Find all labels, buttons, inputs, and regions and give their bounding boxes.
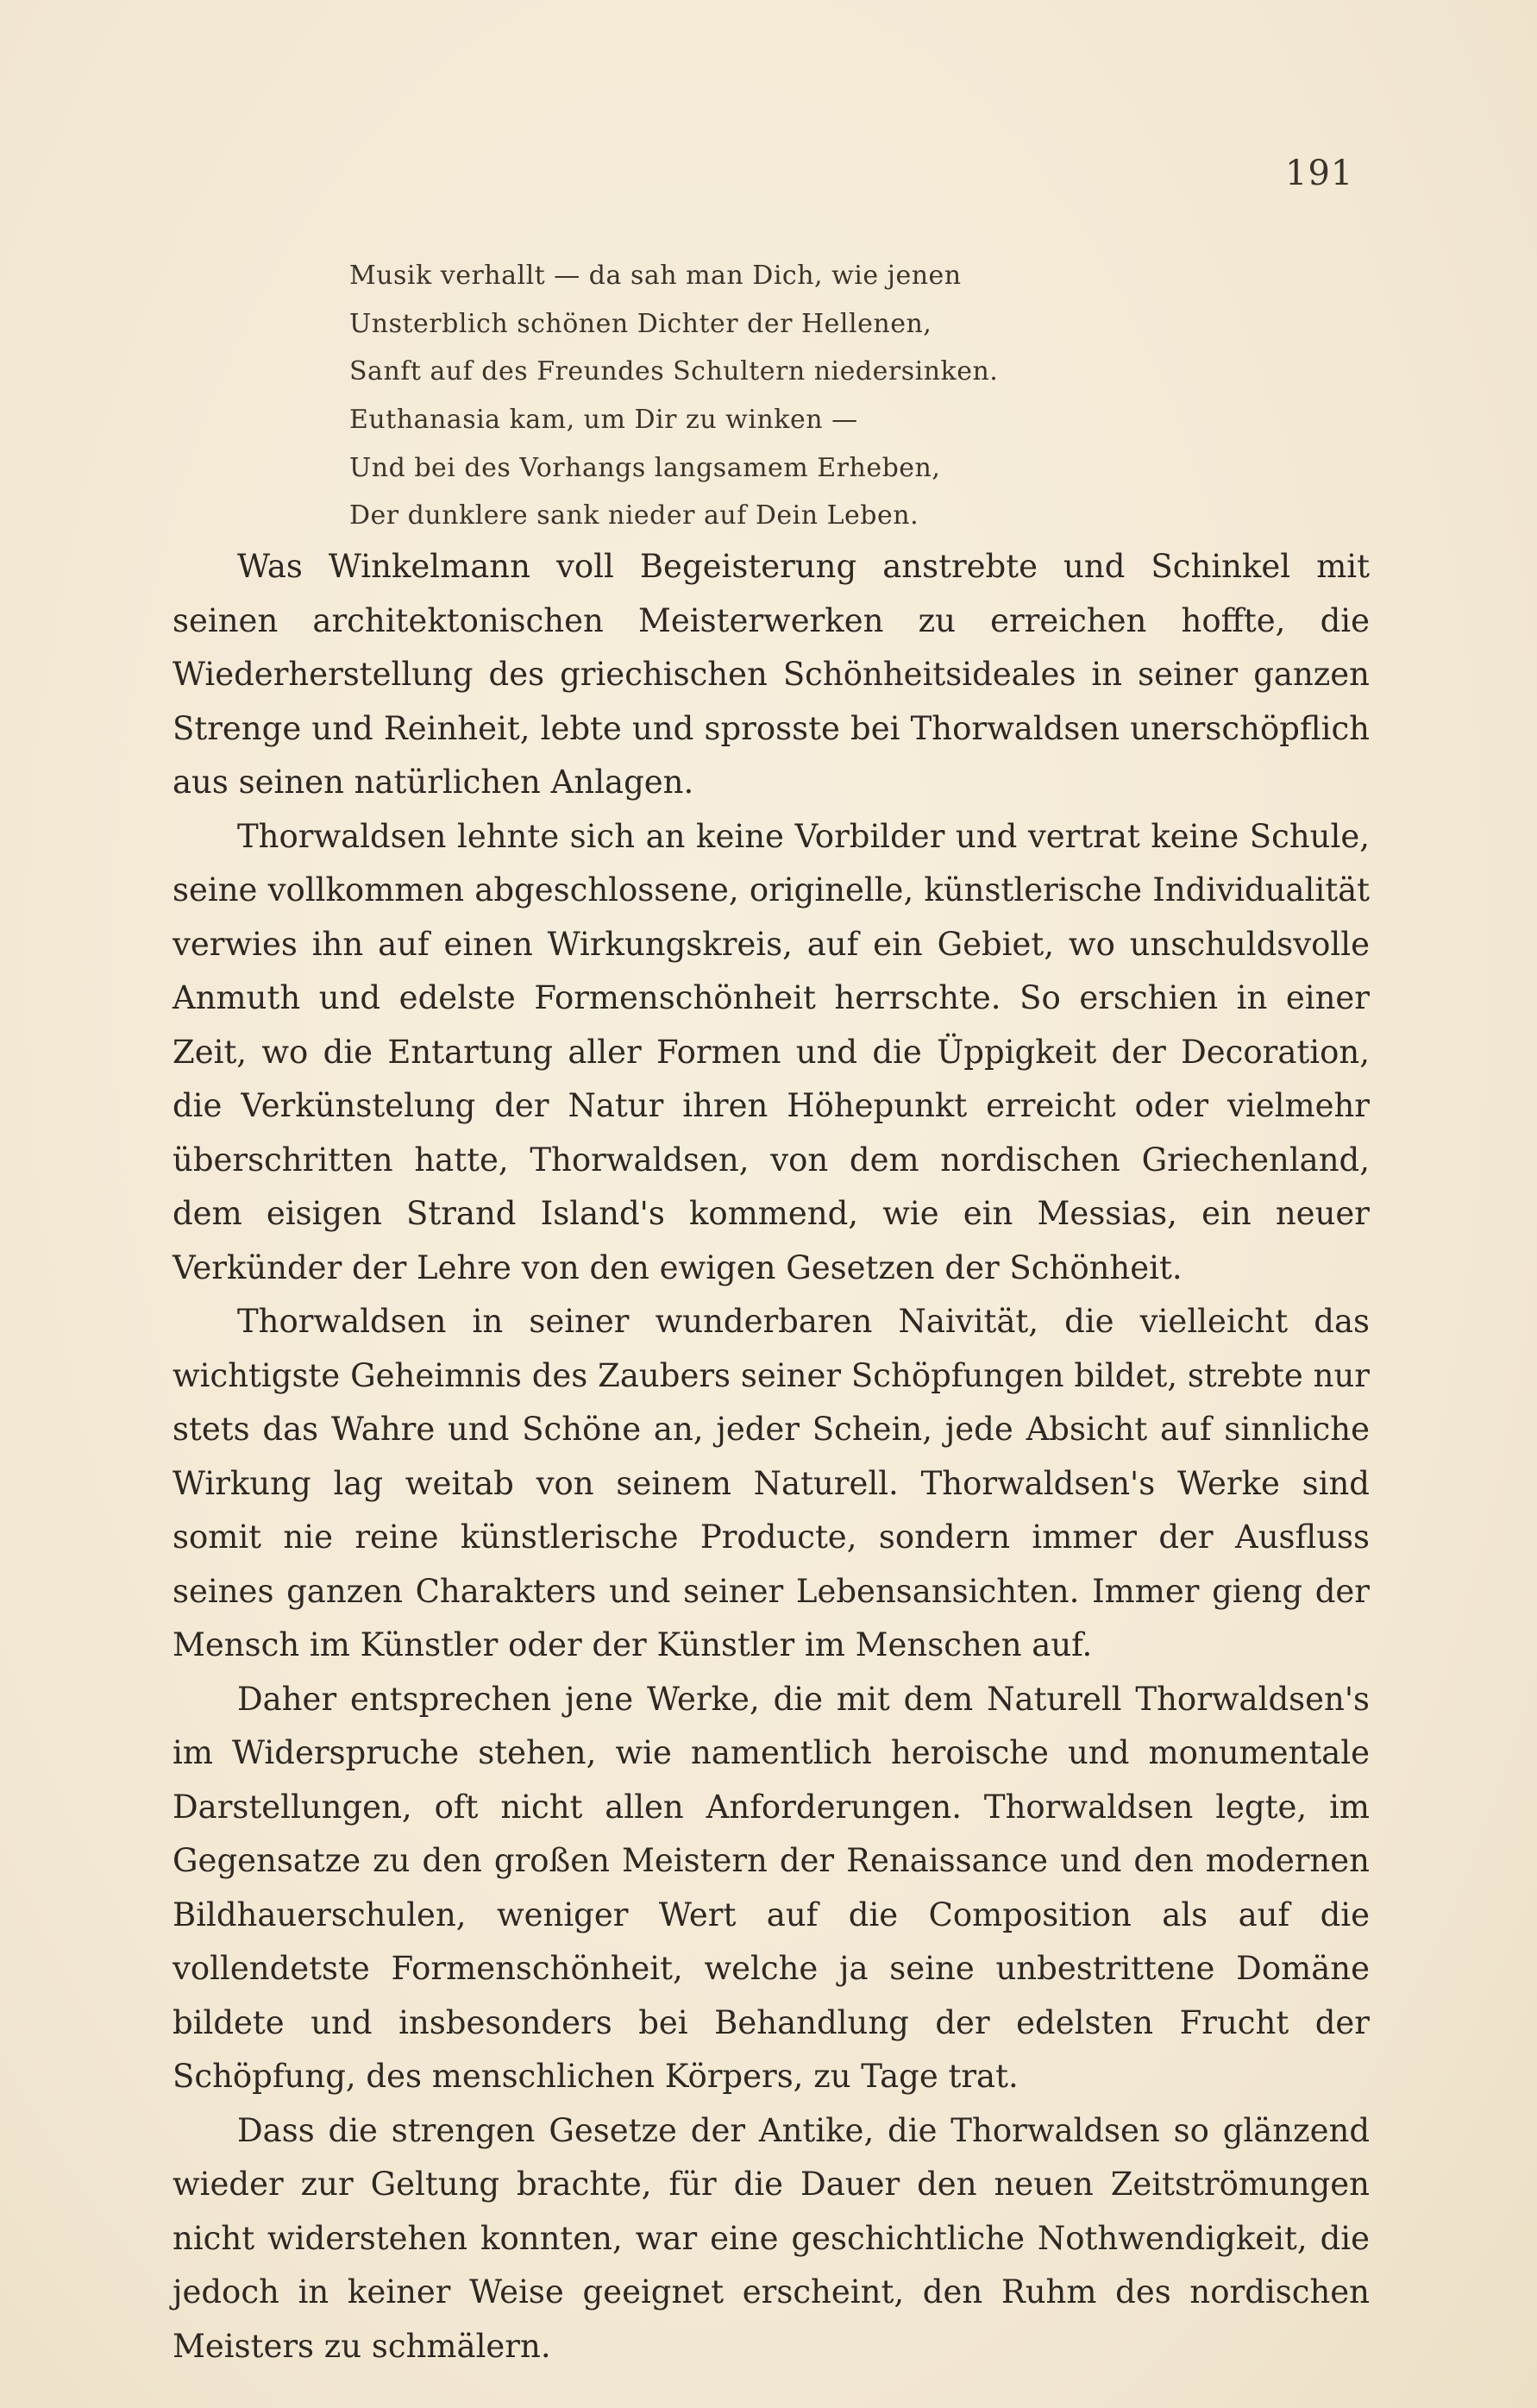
poem-line: Und bei des Vorhangs langsamem Erheben,	[349, 452, 941, 483]
poem-excerpt	[349, 252, 1298, 540]
poem-line: Musik verhallt — da sah man Dich, wie jenen	[349, 261, 962, 291]
poem-line: Unsterblich schönen Dichter der Hellenen,	[349, 308, 932, 339]
poem-line: Der dunklere sank nieder auf Dein Leben.	[349, 500, 919, 531]
page-number: 191	[1285, 154, 1354, 193]
paragraph-antike: Dass die strengen Gesetze der Antike, die Thorwaldsen so glänzend wieder zur Geltung brachte, für die Dauer den neuen Zeitströmungen nicht widerstehen konnten, war eine geschichtliche Nothwendigkeit, die jedoch in keiner Weise geeignet erscheint, den Ruhm des nordischen Meisters zu schmälern.	[173, 2111, 1370, 2365]
paragraph-winkelmann: Was Winkelmann voll Begeisterung anstrebte und Schinkel mit seinen architektonischen Meisterwerken zu erreichen hoffte, die Wiederherstellung des griechischen Schönheitsideales in seiner ganzen Strenge und Reinheit, lebte und sprosste bei Thorwaldsen unerschöpflich aus seinen natürlichen Anlagen.	[173, 548, 1370, 801]
poem-line: Sanft auf des Freundes Schultern niedersinken.	[349, 356, 999, 387]
poem-line: Euthanasia kam, um Dir zu winken —	[349, 405, 858, 436]
body-text	[173, 540, 1370, 2373]
paragraph-vorbilder: Thorwaldsen lehnte sich an keine Vorbilder und vertrat keine Schule, seine vollkommen abgeschlossene, originelle, künstlerische Individualität verwies ihn auf einen Wirkungskreis, auf ein Gebiet, wo unschuldsvolle Anmuth und edelste Formenschönheit herrschte. So erschien in einer Zeit, wo die Entartung aller Formen und die Üppigkeit der Decoration, die Verkünstelung der Natur ihren Höhepunkt erreicht oder vielmehr überschritten hatte, Thorwaldsen, von dem nordischen Griechenland, dem eisigen Strand Island's kommend, wie ein Messias, ein neuer Verkünder der Lehre von den ewigen Gesetzen der Schönheit.	[173, 817, 1370, 1286]
paragraph-werke: Daher entsprechen jene Werke, die mit dem Naturell Thorwaldsen's im Widerspruche stehen, wie namentlich heroische und monumentale Darstellungen, oft nicht allen Anforderungen. Thorwaldsen legte, im Gegensatze zu den großen Meistern der Renaissance und den modernen Bildhauerschulen, weniger Wert auf die Composition als auf die vollendetste Formenschönheit, welche ja seine unbestrittene Domäne bildete und insbesonders bei Behandlung der edelsten Frucht der Schöpfung, des menschlichen Körpers, zu Tage trat.	[173, 1680, 1370, 2095]
paragraph-naivitaet: Thorwaldsen in seiner wunderbaren Naivität, die vielleicht das wichtigste Geheimnis des Zaubers seiner Schöpfungen bildet, strebte nur stets das Wahre und Schöne an, jeder Schein, jede Absicht auf sinnliche Wirkung lag weitab von seinem Naturell. Thorwaldsen's Werke sind somit nie reine künstlerische Producte, sondern immer der Ausfluss seines ganzen Charakters und seiner Lebensansichten. Immer gieng der Mensch im Künstler oder der Künstler im Menschen auf.	[173, 1303, 1370, 1663]
